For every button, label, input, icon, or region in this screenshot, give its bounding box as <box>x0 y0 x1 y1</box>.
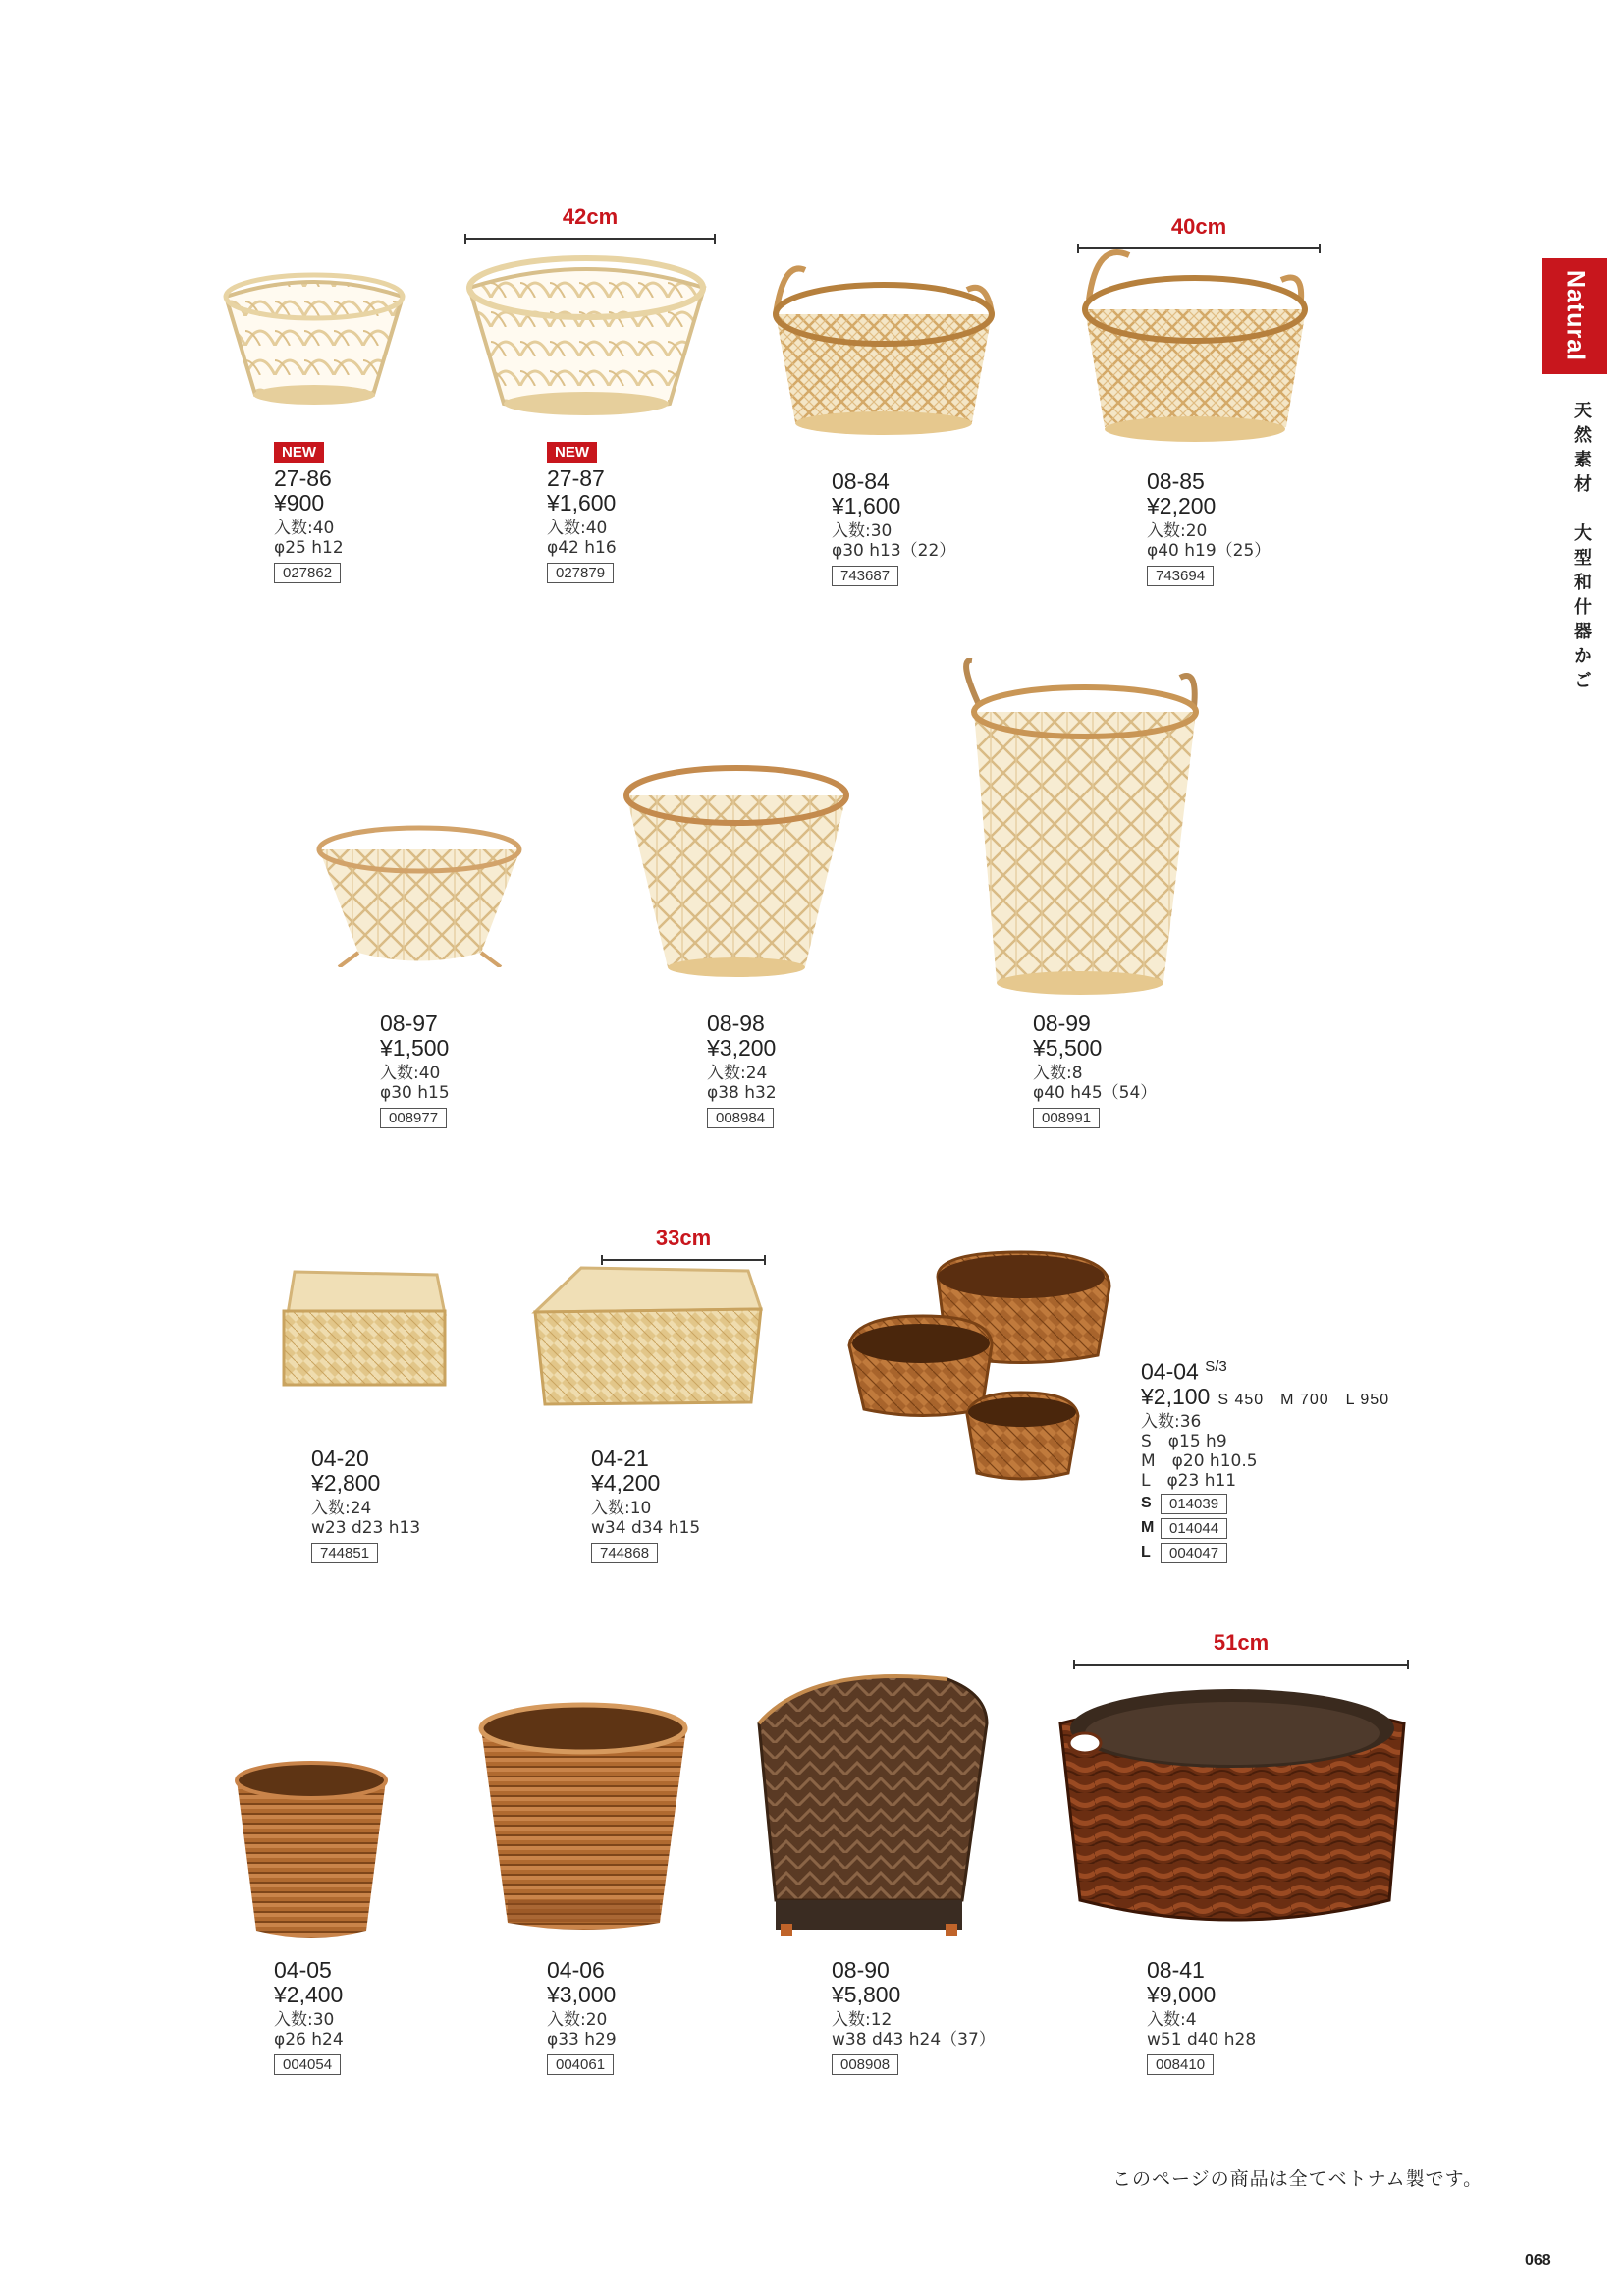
product-price: ¥3,000 <box>547 1982 617 2007</box>
product-08-99[interactable] <box>1033 1012 1157 1128</box>
product-dimensions-l: L φ23 h11 <box>1141 1470 1237 1491</box>
product-quantity: 入数:30 <box>274 2010 335 2030</box>
product-quantity: 入数:36 <box>1141 1411 1202 1432</box>
product-dimensions: φ33 h29 <box>547 2030 617 2050</box>
basket-04-05-image <box>229 1756 394 1942</box>
product-code: 08-99 <box>1033 1011 1091 1036</box>
basket-04-06-image <box>473 1699 694 1935</box>
product-dimensions: w34 d34 h15 <box>591 1518 701 1538</box>
basket-08-85-image <box>1075 241 1316 447</box>
product-dimensions: w23 d23 h13 <box>311 1518 421 1538</box>
basket-08-41-image <box>1055 1669 1409 1937</box>
basket-27-86-image <box>216 257 412 410</box>
basket-08-99-image <box>952 658 1208 1002</box>
product-04-21[interactable] <box>591 1448 700 1563</box>
product-code: 08-98 <box>707 1011 765 1036</box>
product-04-20[interactable] <box>311 1448 420 1563</box>
basket-08-98-image <box>619 751 854 982</box>
product-sku: 744868 <box>591 1543 658 1563</box>
product-code: 08-90 <box>832 1957 890 1983</box>
product-code: 04-06 <box>547 1957 605 1983</box>
product-dimensions-s: S φ15 h9 <box>1141 1431 1227 1451</box>
product-08-41[interactable] <box>1147 1959 1256 2075</box>
product-quantity: 入数:8 <box>1033 1064 1083 1083</box>
product-dimensions: φ26 h24 <box>274 2030 344 2050</box>
product-08-98[interactable] <box>707 1012 777 1128</box>
product-sku: 008977 <box>380 1108 447 1128</box>
product-quantity: 入数:30 <box>832 521 893 541</box>
product-price: ¥1,600 <box>547 490 617 516</box>
product-quantity: 入数:40 <box>380 1064 441 1083</box>
product-sku: 008991 <box>1033 1108 1100 1128</box>
product-quantity: 入数:20 <box>1147 521 1208 541</box>
product-27-86[interactable] <box>274 442 344 583</box>
category-tab[interactable]: Natural <box>1542 258 1607 374</box>
measure-33cm: 33cm <box>601 1226 766 1265</box>
product-price: ¥1,600 <box>832 493 901 519</box>
product-sku: 027862 <box>274 563 341 583</box>
product-quantity: 入数:40 <box>274 519 335 538</box>
product-code: 04-20 <box>311 1446 369 1471</box>
product-price: ¥5,500 <box>1033 1035 1103 1061</box>
product-quantity: 入数:4 <box>1147 2010 1197 2030</box>
product-dimensions: φ42 h16 <box>547 538 617 558</box>
product-code: 04-21 <box>591 1446 649 1471</box>
product-price: ¥900 <box>274 490 325 516</box>
product-08-85[interactable] <box>1147 470 1271 586</box>
product-quantity: 入数:40 <box>547 519 608 538</box>
product-sku: 744851 <box>311 1543 378 1563</box>
product-27-87[interactable] <box>547 442 617 583</box>
product-sku: 008410 <box>1147 2054 1214 2075</box>
product-code: 04-05 <box>274 1957 332 1983</box>
product-price: ¥2,100 S 450 M 700 L 950 <box>1141 1383 1390 1409</box>
origin-note: このページの商品は全てベトナム製です。 <box>1112 2168 1484 2190</box>
product-04-05[interactable] <box>274 1959 344 2075</box>
product-quantity: 入数:20 <box>547 2010 608 2030</box>
basket-08-90-image <box>751 1665 992 1940</box>
basket-04-20-image <box>280 1267 449 1390</box>
page-number: 068 <box>1525 2252 1551 2269</box>
basket-04-04-image <box>844 1247 1114 1488</box>
product-price: ¥4,200 <box>591 1470 661 1496</box>
product-sku-s: 014039 <box>1161 1494 1227 1514</box>
size-prices: S 450 M 700 L 950 <box>1217 1391 1390 1408</box>
product-price: ¥3,200 <box>707 1035 777 1061</box>
product-code: 27-87 <box>547 465 605 491</box>
product-dimensions: φ40 h45（54） <box>1033 1083 1158 1103</box>
product-sku: 743694 <box>1147 566 1214 586</box>
new-badge: NEW <box>274 442 324 463</box>
product-dimensions: w51 d40 h28 <box>1147 2030 1257 2050</box>
product-price: ¥1,500 <box>380 1035 450 1061</box>
product-sku: 008984 <box>707 1108 774 1128</box>
category-subtitle: 天然素材 大型和什器かご <box>1571 401 1592 695</box>
product-quantity: 入数:24 <box>311 1499 372 1518</box>
product-dimensions: φ30 h15 <box>380 1083 450 1103</box>
product-quantity: 入数:24 <box>707 1064 768 1083</box>
product-dimensions-m: M φ20 h10.5 <box>1141 1450 1258 1471</box>
product-code: 04-04 $^{S/3}$ <box>1141 1358 1227 1385</box>
product-code: 27-86 <box>274 465 332 491</box>
product-dimensions: φ30 h13（22） <box>832 541 956 561</box>
size-label-l: L <box>1141 1544 1151 1561</box>
product-08-90[interactable] <box>832 1959 996 2075</box>
product-price: ¥9,000 <box>1147 1982 1217 2007</box>
product-quantity: 入数:10 <box>591 1499 652 1518</box>
product-sku: 008908 <box>832 2054 898 2075</box>
measure-42cm: 42cm <box>464 204 716 244</box>
product-price: ¥5,800 <box>832 1982 901 2007</box>
product-sku: 743687 <box>832 566 898 586</box>
product-code: 08-85 <box>1147 468 1205 494</box>
basket-08-84-image <box>766 250 1001 437</box>
product-code: 08-97 <box>380 1011 438 1036</box>
product-04-04[interactable] <box>1141 1359 1389 1563</box>
product-sku-l: 004047 <box>1161 1543 1227 1563</box>
measure-51cm: 51cm <box>1073 1630 1409 1669</box>
basket-04-21-image <box>530 1265 766 1410</box>
product-04-06[interactable] <box>547 1959 617 2075</box>
product-08-84[interactable] <box>832 470 955 586</box>
product-price: ¥2,800 <box>311 1470 381 1496</box>
product-code: 08-41 <box>1147 1957 1205 1983</box>
product-08-97[interactable] <box>380 1012 450 1128</box>
product-dimensions: φ25 h12 <box>274 538 344 558</box>
size-label-m: M <box>1141 1519 1155 1537</box>
new-badge: NEW <box>547 442 597 463</box>
product-price: ¥2,400 <box>274 1982 344 2007</box>
product-price: ¥2,200 <box>1147 493 1217 519</box>
product-dimensions: φ38 h32 <box>707 1083 777 1103</box>
product-sku: 004061 <box>547 2054 614 2075</box>
set-count: S/3 <box>1205 1358 1227 1375</box>
basket-08-97-image <box>314 820 525 967</box>
product-sku-m: 014044 <box>1161 1518 1227 1539</box>
product-dimensions: φ40 h19（25） <box>1147 541 1271 561</box>
product-sku: 027879 <box>547 563 614 583</box>
product-sku: 004054 <box>274 2054 341 2075</box>
measure-40cm: 40cm <box>1077 214 1321 253</box>
product-code: 08-84 <box>832 468 890 494</box>
product-quantity: 入数:12 <box>832 2010 893 2030</box>
product-dimensions: w38 d43 h24（37） <box>832 2030 996 2050</box>
basket-27-87-image <box>461 239 712 418</box>
size-label-s: S <box>1141 1495 1152 1512</box>
